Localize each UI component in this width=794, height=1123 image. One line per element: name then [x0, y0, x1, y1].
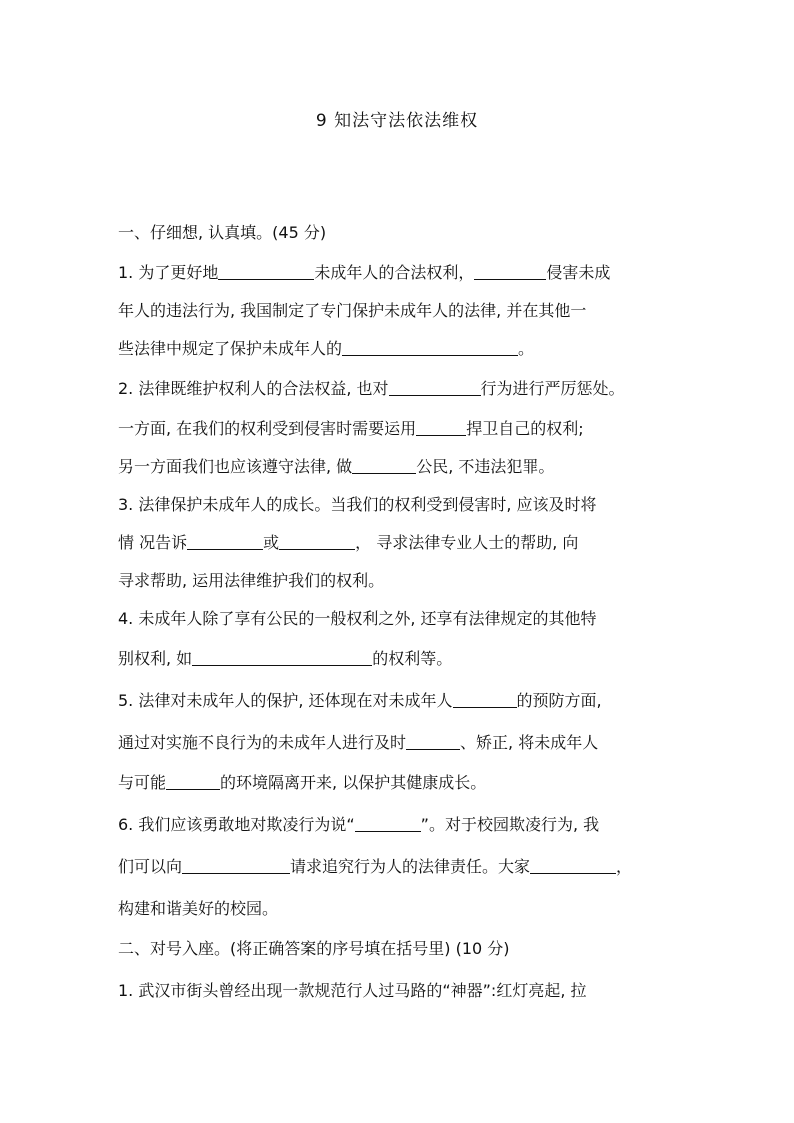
q1-text-c: 侵害未成	[546, 263, 611, 282]
q3-line1: 3. 法律保护未成年人的成长。当我们的权利受到侵害时, 应该及时将	[118, 495, 597, 514]
q1-text-f: 。	[518, 339, 535, 358]
q5-text-c: 通过对实施不良行为的未成年人进行及时	[118, 733, 407, 752]
q2-blank-3[interactable]	[352, 457, 416, 474]
q6-text-a: 6. 我们应该勇敢地对欺凌行为说“	[118, 815, 355, 834]
q2-text-c: 一方面, 在我们的权利受到侵害时需要运用	[118, 419, 417, 438]
q4-blank-1[interactable]	[192, 649, 372, 666]
q1-blank-3[interactable]	[342, 339, 518, 356]
q4-text-c: 的权利等。	[372, 649, 453, 668]
q5-line2	[118, 732, 598, 754]
q5-text-d: 、矫正, 将未成年人	[460, 733, 599, 752]
q1-line2: 年人的违法行为, 我国制定了专门保护未成年人的法律, 并在其他一	[118, 301, 587, 320]
q2-line3	[118, 456, 554, 478]
q5-blank-2[interactable]	[406, 733, 460, 750]
q6-blank-1[interactable]	[355, 815, 421, 832]
q6-line2	[118, 856, 632, 878]
section2-heading: 二、对号入座。(将正确答案的序号填在括号里) (10 分)	[118, 939, 510, 958]
q1-text-e: 些法律中规定了保护未成年人的	[118, 339, 343, 358]
q4-line2	[118, 648, 452, 670]
q3-text-b: 情 况告诉	[118, 533, 188, 552]
q4-text-b: 别权利, 如	[118, 649, 193, 668]
page-title: 9 知法守法依法维权	[315, 111, 479, 131]
q5-text-e: 与可能	[118, 773, 167, 792]
q3-blank-1[interactable]	[187, 533, 263, 550]
q3-text-c: 或	[263, 533, 280, 552]
q1-text-a: 1. 为了更好地	[118, 263, 219, 282]
q2-text-d: 捍卫自己的权利;	[466, 419, 584, 438]
q5-text-a: 5. 法律对未成年人的保护, 还体现在对未成年人	[118, 691, 453, 710]
q2-blank-1[interactable]	[389, 379, 481, 396]
q2-text-a: 2. 法律既维护权利人的合法权益, 也对	[118, 379, 389, 398]
q5-text-b: 的预防方面,	[516, 691, 602, 710]
q2-line2	[118, 418, 584, 440]
q3-line3: 寻求帮助, 运用法律维护我们的权利。	[118, 571, 385, 590]
q5-line3	[118, 772, 486, 794]
q1-blank-1[interactable]	[218, 263, 314, 280]
q4-line1: 4. 未成年人除了享有公民的一般权利之外, 还享有法律规定的其他特	[118, 609, 597, 628]
q6-blank-2[interactable]	[182, 857, 290, 874]
section1-heading: 一、仔细想, 认真填。(45 分)	[118, 223, 327, 242]
q1-line1	[118, 262, 610, 284]
q5-blank-1[interactable]	[453, 691, 517, 708]
q1-text-b: 未成年人的合法权利，	[314, 263, 475, 282]
q1-blank-2[interactable]	[474, 263, 546, 280]
q3-blank-2[interactable]	[279, 533, 355, 550]
q6-text-b: ”。对于校园欺凌行为, 我	[420, 815, 600, 834]
q1-line3	[118, 338, 534, 360]
q2-text-f: 公民, 不违法犯罪。	[416, 457, 555, 476]
q5-text-f: 的环境隔离开来, 以保护其健康成长。	[220, 773, 487, 792]
q5-blank-3[interactable]	[166, 773, 220, 790]
s2-q1-line1: 1. 武汉市街头曾经出现一款规范行人过马路的“神器”:红灯亮起, 拉	[118, 981, 587, 1000]
q6-text-e: ，	[616, 857, 633, 876]
q2-blank-2[interactable]	[416, 419, 466, 436]
q2-text-b: 行为进行严厉惩处。	[480, 379, 625, 398]
q2-line1	[118, 378, 625, 400]
q6-text-c: 们可以向	[118, 857, 183, 876]
q3-line2	[118, 532, 578, 554]
q3-text-d: ， 寻求法律专业人士的帮助, 向	[355, 533, 579, 552]
q6-text-d: 请求追究行为人的法律责任。大家	[290, 857, 531, 876]
q6-line1	[118, 814, 599, 836]
q6-line3: 构建和谐美好的校园。	[118, 899, 279, 918]
q6-blank-3[interactable]	[530, 857, 616, 874]
q2-text-e: 另一方面我们也应该遵守法律, 做	[118, 457, 353, 476]
q5-line1	[118, 690, 602, 712]
